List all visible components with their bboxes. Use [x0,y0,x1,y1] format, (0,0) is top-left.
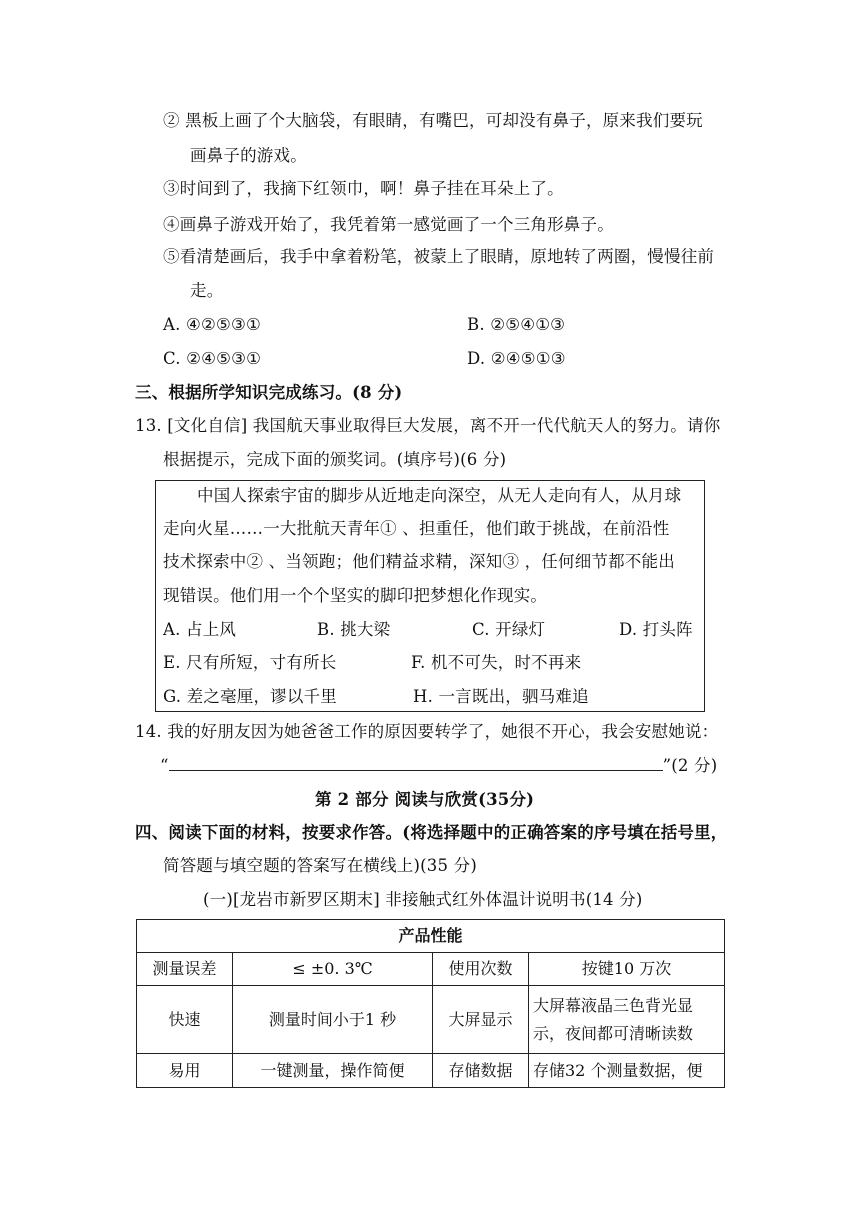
q12-item-4: ④画鼻子游戏开始了，我凭着第一感觉画了一个三角形鼻子。 [163,215,614,234]
box-line-1: 中国人探索宇宙的脚步从近地走向深空，从无人走向有人，从月球 [197,486,682,505]
section3-heading: 三、根据所学知识完成练习。(8 分) [135,383,403,402]
box-option-b: B. 挑大梁 [317,620,391,639]
q12-option-a: A. ④②⑤③① [163,315,261,334]
q12-option-d: D. ②④⑤①③ [467,349,566,368]
q12-option-c: C. ②④⑤③① [163,349,262,368]
box-option-e: E. 尺有所短，寸有所长 [163,653,337,672]
q12-item-3: ③时间到了，我摘下红领巾，啊！鼻子挂在耳朵上了。 [163,179,564,198]
product-performance-table [136,919,725,1088]
table-cell: 一键测量，操作简便 [233,1054,433,1088]
table-cell: 按键10 万次 [529,953,725,986]
q12-item-5-cont: 走。 [190,281,224,300]
box-option-a: A. 占上风 [163,620,237,639]
box-option-g: G. 差之毫厘，谬以千里 [163,687,337,706]
box-line-2: 走向火星……一大批航天青年① 、担重任，他们敢于挑战，在前沿性 [163,519,670,538]
table-cell: 存储32 个测量数据，便 [529,1054,725,1088]
table-cell: 大屏幕液晶三色背光显示，夜间都可清晰读数 [529,986,725,1054]
table-row [137,953,725,986]
q14-open-quote: “ [160,756,169,775]
q12-item-5: ⑤看清楚画后，我手中拿着粉笔，被蒙上了眼睛，原地转了两圈，慢慢往前 [163,247,715,266]
box-option-f: F. 机不可失，时不再来 [411,653,582,672]
box-line-3: 技术探索中② 、当领跑；他们精益求精，深知③ ，任何细节都不能出 [163,552,675,571]
box-option-h: H. 一言既出，驷马难追 [413,687,589,706]
table-row [137,1054,725,1088]
q14-line1: 14. 我的好朋友因为她爸爸工作的原因要转学了，她很不开心，我会安慰她说： [135,722,719,741]
q14-answer-line [160,755,717,777]
table-cell: 易用 [137,1054,233,1088]
table-cell: ≤ ±0. 3℃ [233,953,433,986]
table-cell: 大屏显示 [433,986,529,1054]
part2-title: 第 2 部分 阅读与欣赏(35分) [315,790,535,809]
reading-subtitle: (一)[龙岩市新罗区期末] 非接触式红外体温计说明书(14 分) [203,890,643,909]
table-cell: 存储数据 [433,1054,529,1088]
q12-item-2: ② 黑板上画了个大脑袋，有眼睛，有嘴巴，可却没有鼻子，原来我们要玩 [163,111,703,130]
table-cell: 快速 [137,986,233,1054]
box-line-4: 现错误。他们用一个个坚实的脚印把梦想化作现实。 [163,586,548,605]
q12-option-b: B. ②⑤④①③ [467,315,566,334]
q14-answer-blank[interactable] [169,755,663,771]
q12-item-2-cont: 画鼻子的游戏。 [190,146,307,165]
q13-line1: 13. [文化自信] 我国航天事业取得巨大发展，离不开一代代航天人的努力。请你 [135,416,721,435]
q14-close-quote: ”(2 分) [662,756,718,775]
table-cell: 使用次数 [433,953,529,986]
q13-line2: 根据提示，完成下面的颁奖词。(填序号)(6 分) [163,450,507,469]
box-option-c: C. 开绿灯 [472,620,546,639]
table-header-row [137,920,725,953]
table-cell: 测量误差 [137,953,233,986]
table-cell: 测量时间小于1 秒 [233,986,433,1054]
table-row [137,986,725,1054]
box-option-d: D. 打头阵 [619,620,693,639]
section4-heading-line1: 四、阅读下面的材料，按要求作答。(将选择题中的正确答案的序号填在括号里， [135,823,728,842]
table-header: 产品性能 [137,920,725,953]
section4-heading-line2: 简答题与填空题的答案写在横线上)(35 分) [163,856,477,875]
